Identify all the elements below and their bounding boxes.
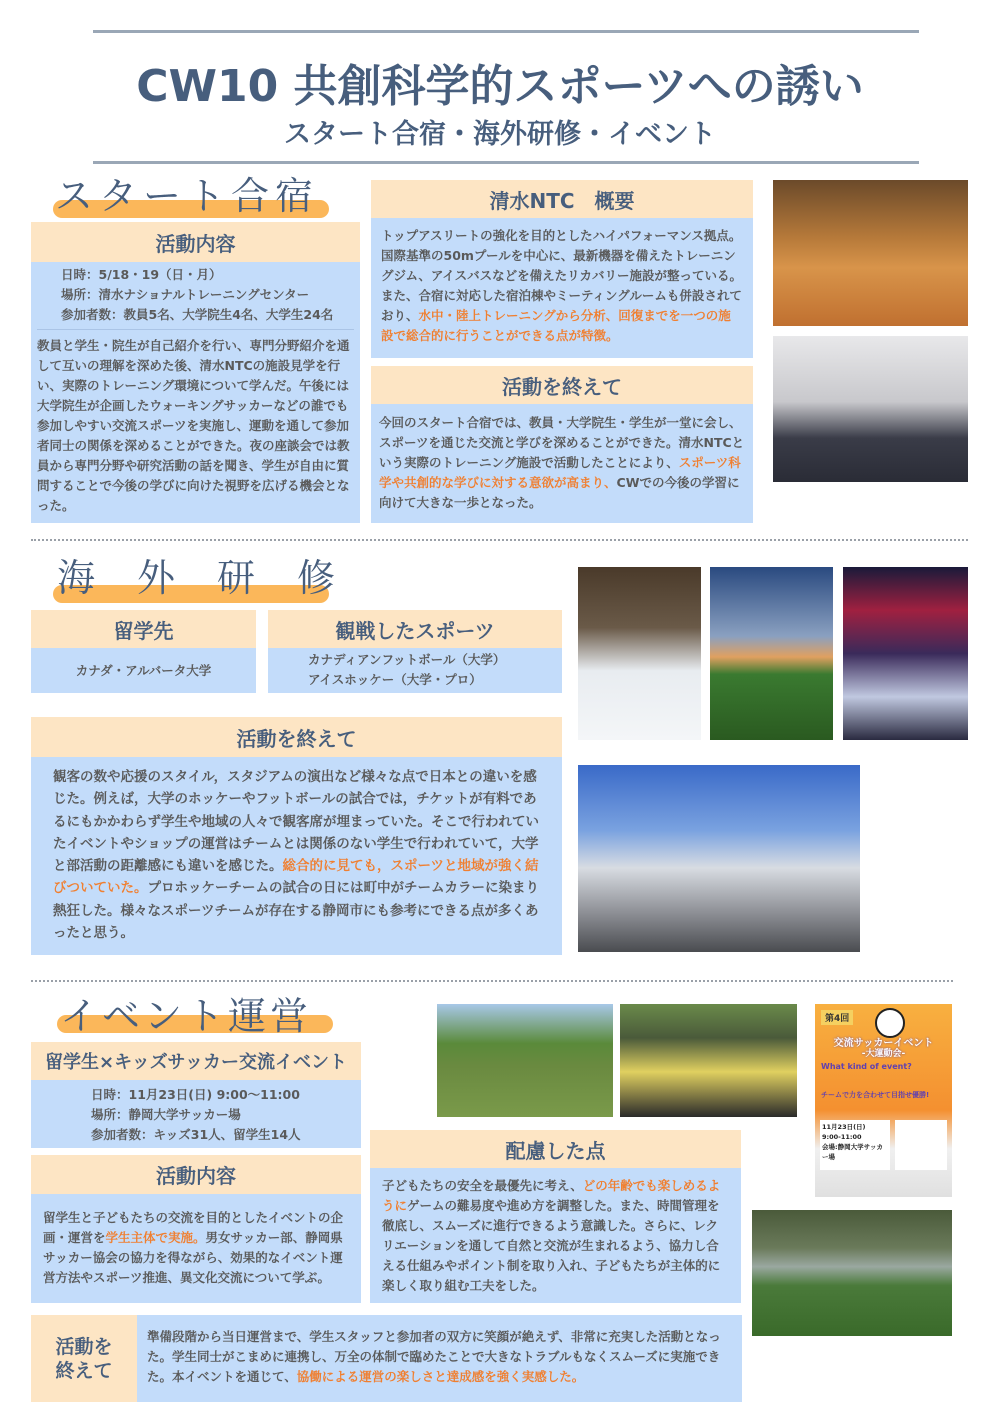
flyer-question: What kind of event? bbox=[821, 1062, 912, 1071]
top-rule bbox=[93, 30, 919, 33]
box-title: 活動を終えて bbox=[371, 366, 753, 404]
ntc-highlight: 水中・陸上トレーニングから分析、回復までを一つの施設で総合的に行うことができる点が特徴。 bbox=[381, 308, 731, 343]
event-activity-box bbox=[31, 1155, 361, 1303]
sports-watched-box bbox=[268, 610, 562, 693]
camp-place: 場所：清水ナショナルトレーニングセンター bbox=[61, 287, 310, 302]
photo-kids-group bbox=[620, 1004, 797, 1117]
photo-football-game bbox=[710, 567, 833, 740]
box-title: 清水NTC 概要 bbox=[371, 180, 753, 218]
ntc-overview-box bbox=[371, 180, 753, 358]
section-heading-camp: スタート合宿 bbox=[55, 174, 320, 218]
box-title: 活動内容 bbox=[31, 222, 360, 262]
abroad-after-box bbox=[31, 717, 562, 955]
box-title: 活動を終えて bbox=[31, 717, 562, 757]
destination-text: カナダ・アルバータ大学 bbox=[31, 648, 256, 693]
care-text-2: ゲームの難易度や進め方を調整した。また、時間管理を徹底し、スムーズに進行できるよう意識した。さらに、レクリエーションを通して自然と交流が生まれるよう、協力し合える仕組みやポイント制を取り入れ、子どもたちが主体的に楽しく取り組む工夫をした。 bbox=[382, 1198, 721, 1293]
event-place: 場所：静岡大学サッカー場 bbox=[91, 1107, 241, 1122]
flyer-date: 11月23日(日) bbox=[822, 1123, 866, 1131]
page-title: CW10 共創科学的スポーツへの誘い bbox=[136, 61, 864, 112]
flyer-venue: 会場:静岡大学サッカー場 bbox=[822, 1143, 883, 1161]
box-title: 活動を終えて bbox=[31, 1315, 137, 1402]
care-highlight: どの年齢でも楽しめるように bbox=[382, 1178, 721, 1213]
section-heading-abroad: 海 外 研 修 bbox=[57, 556, 338, 600]
camp-activity-box bbox=[31, 222, 360, 523]
photo-rogers-place bbox=[578, 765, 860, 952]
flyer-slogan: チームで力を合わせて目指せ優勝! bbox=[821, 1091, 930, 1099]
event-flyer bbox=[815, 1004, 952, 1197]
flyer-info-panel bbox=[895, 1120, 947, 1170]
camp-activity-text: 教員と学生・院生が自己紹介を行い、専門分野紹介を通して互いの理解を深めた後、清水NTCの施設見学を行い、実際のトレーニング環境について学んだ。午後には大学院生が企画したウォーキングサッカーなどの誰でも参加しやすい交流スポーツを実施し、運動を通して参加者同士の関係を深めることができた。夜の座談会では教員から専門分野や研究活動の話を聞き、学生が自由に質問することで今後の学びに向けた視野を広げる機会となった。 bbox=[37, 338, 350, 513]
event-date: 日時：11月23日(日) 9:00～11:00 bbox=[91, 1087, 300, 1102]
ntc-text: トップアスリートの強化を目的としたハイパフォーマンス拠点。国際基準の50mプールを中心に、最新機器を備えたトレーニングジム、アイスバスなどを備えたリカバリー施設が整っている。また、合宿に対応した宿泊棟やミーティングルームも併設されており、 bbox=[381, 228, 743, 323]
event-after-box bbox=[31, 1315, 742, 1402]
camp-after-text-2: CWでの今後の学習に向けて大きな一歩となった。 bbox=[379, 475, 740, 510]
abroad-after-text: 観客の数や応援のスタイル，スタジアムの演出など様々な点で日本との違いを感じた。例えば，大学のホッケーやフットボールの試合では，チケットが有料であるにもかかわらず学生や地域の人々で観客席が埋まっていた。そこで行われていたイベントやショップの運営はチームとは関係のない学生で行われていて，大学と部活動の距離感にも違いを感じた。 bbox=[53, 769, 539, 875]
flyer-subtitle: -大運動会- bbox=[861, 1049, 906, 1059]
destination-box bbox=[31, 610, 256, 693]
camp-participants: 参加者数：教員5名、大学院生4名、大学生24名 bbox=[61, 307, 334, 322]
section-heading-event: イベント運営 bbox=[60, 994, 313, 1038]
box-title: 活動内容 bbox=[31, 1155, 361, 1194]
care-text: 子どもたちの安全を最優先に考え、 bbox=[382, 1178, 583, 1193]
flyer-title: 交流サッカーイベント bbox=[833, 1038, 934, 1049]
flyer-time: 9:00-11:00 bbox=[822, 1133, 862, 1141]
event-activity-text: 留学生と子どもたちの交流を目的としたイベントの企画・運営を bbox=[43, 1210, 344, 1245]
camp-after-box bbox=[371, 366, 753, 523]
section-divider bbox=[31, 539, 968, 541]
photo-facility-tour bbox=[773, 336, 968, 482]
abroad-after-text-2: プロホッケーチームの試合の日には町中がチームカラーに染まり熱狂した。様々なスポーツチームが存在する静岡市にも参考にできる点が多くあったと思う。 bbox=[53, 880, 539, 942]
photo-hockey-game bbox=[578, 567, 701, 740]
photo-kids-soccer-game bbox=[752, 1210, 952, 1336]
care-points-box bbox=[370, 1130, 741, 1303]
box-title: 留学生×キッズサッカー交流イベント bbox=[31, 1042, 361, 1080]
photo-event-field bbox=[437, 1004, 613, 1117]
event-info-box bbox=[31, 1042, 361, 1148]
title-rule bbox=[93, 161, 919, 164]
photo-pro-hockey-arena bbox=[843, 567, 968, 740]
camp-after-highlight: スポーツ科学や共創的な学びに対する意欲が高まり、 bbox=[379, 455, 741, 490]
event-participants: 参加者数：キッズ31人、留学生14人 bbox=[91, 1127, 301, 1142]
sport-item: アイスホッケー（大学・プロ） bbox=[308, 672, 482, 687]
box-title: 留学先 bbox=[31, 610, 256, 648]
event-activity-highlight: 学生主体で実施。 bbox=[105, 1230, 206, 1245]
sport-item: カナディアンフットボール（大学） bbox=[308, 652, 506, 667]
box-title: 配慮した点 bbox=[370, 1130, 741, 1168]
page-subtitle: スタート合宿・海外研修・イベント bbox=[284, 119, 716, 150]
section-divider bbox=[31, 980, 953, 982]
abroad-after-highlight: 総合的に見ても，スポーツと地域が強く結びついていた。 bbox=[53, 858, 539, 897]
camp-date: 日時：5/18・19（日・月） bbox=[61, 267, 222, 282]
flyer-badge: 第4回 bbox=[821, 1010, 853, 1025]
box-title: 観戦したスポーツ bbox=[268, 610, 562, 648]
event-after-text: 準備段階から当日運営まで、学生スタッフと参加者の双方に笑顔が絶えず、非常に充実した活動となった。学生同士がこまめに連携し、万全の体制で臨めたことで大きなトラブルもなくスムーズに実施できた。本イベントを通じて、 bbox=[147, 1329, 721, 1384]
photo-gym-training bbox=[773, 180, 968, 326]
event-after-highlight: 協働による運営の楽しさと達成感を強く実感した。 bbox=[296, 1369, 585, 1384]
event-activity-text-2: 男女サッカー部、静岡県サッカー協会の協力を得ながら、効果的なイベント運営方法やスポーツ推進、異文化交流について学ぶ。 bbox=[43, 1230, 343, 1285]
camp-after-text: 今回のスタート合宿では、教員・大学院生・学生が一堂に会し、スポーツを通じた交流と学びを深めることができた。清水NTCという実際のトレーニング施設で活動したことにより、 bbox=[379, 415, 745, 470]
